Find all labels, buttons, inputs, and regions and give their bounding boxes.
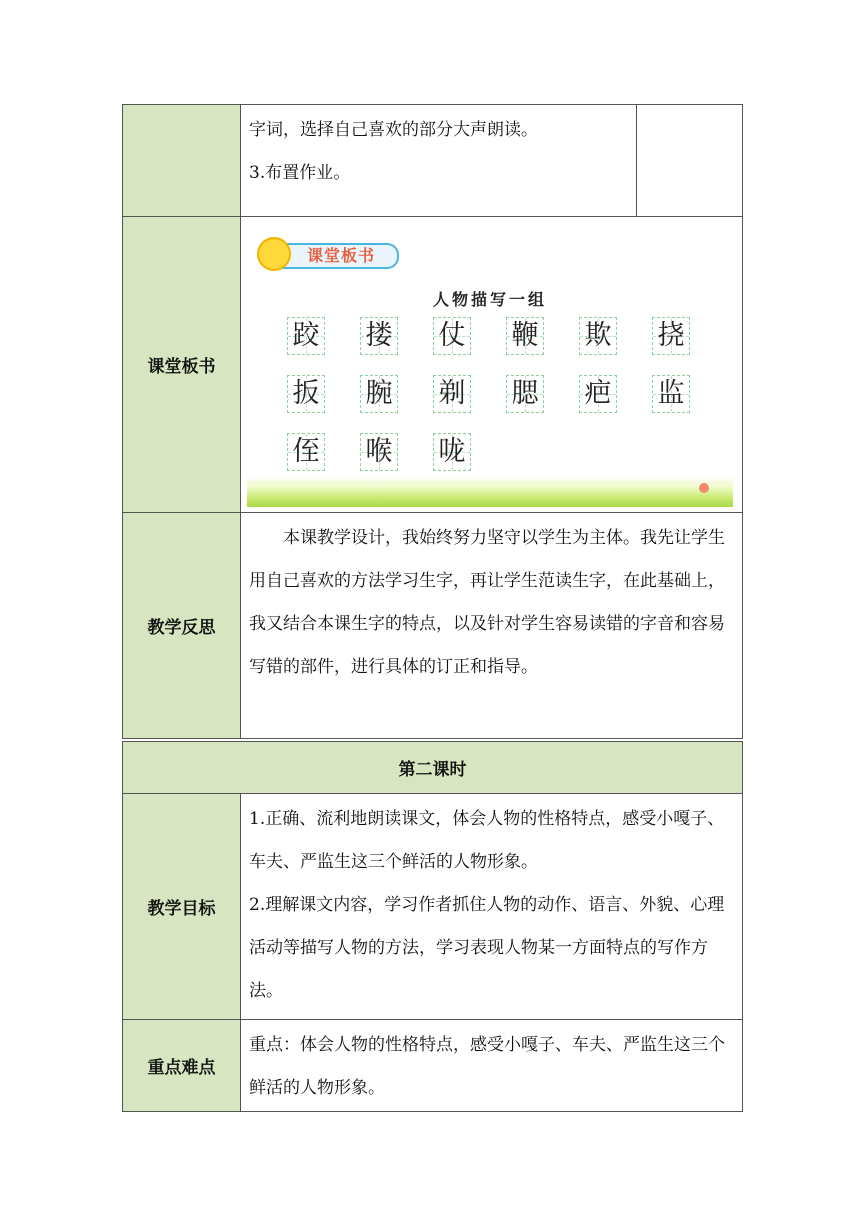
row-label-goals: 教学目标 [123,794,241,1020]
notes-cell [637,105,743,217]
row-label-reflection: 教学反思 [123,513,241,739]
activity-cell [241,105,637,217]
activity-line-2: 3.布置作业。 [249,163,351,183]
character-cell: 剃 [433,375,471,413]
table-row [123,513,743,739]
activity-line-1: 字词，选择自己喜欢的部分大声朗读。 [249,120,538,140]
lesson-table-2 [122,741,743,1112]
sun-icon [257,237,291,271]
reflection-cell [241,513,743,739]
character-row [287,375,727,433]
character-cell: 挠 [652,317,690,355]
character-cell: 监 [652,375,690,413]
table-row [123,794,743,1020]
lesson-table-1 [122,104,743,739]
table-row [123,742,743,794]
grass-decoration [247,485,733,507]
character-cell: 腮 [506,375,544,413]
character-cell: 侄 [287,433,325,471]
row-label-board: 课堂板书 [123,217,241,513]
board-tag [253,229,413,269]
character-row [287,317,727,375]
key-cell [241,1020,743,1112]
table-row [123,217,743,513]
row-label [123,105,241,217]
goals-cell [241,794,743,1020]
board-title: 人物描写一组 [432,290,547,309]
flower-icon [699,483,709,493]
row-label-key: 重点难点 [123,1020,241,1112]
key-text: 重点：体会人物的性格特点，感受小嘎子、车夫、严监生这三个鲜活的人物形象。 [249,1035,725,1098]
character-cell: 鞭 [506,317,544,355]
character-cell: 欺 [579,317,617,355]
section-title: 第二课时 [123,742,743,794]
character-cell: 腕 [360,375,398,413]
goal-item: 1.正确、流利地朗读课文，体会人物的性格特点，感受小嘎子、车夫、严监生这三个鲜活的人物形象。 [249,809,725,872]
reflection-text: 本课教学设计，我始终努力坚守以学生为主体。我先让学生用自己喜欢的方法学习生字，再让学生范读生字，在此基础上，我又结合本课生字的特点，以及针对学生容易读错的字音和容易写错的部件，进行具体的订正和指导。 [249,528,725,677]
character-cell: 咙 [433,433,471,471]
character-cell: 跤 [287,317,325,355]
character-cell: 喉 [360,433,398,471]
table-row [123,1020,743,1112]
character-cell: 扳 [287,375,325,413]
character-grid [287,317,727,491]
table-row [123,105,743,217]
blackboard-image [247,223,733,507]
board-tag-text: 课堂板书 [307,246,376,265]
board-cell [241,217,743,513]
character-cell: 仗 [433,317,471,355]
character-cell: 搂 [360,317,398,355]
goal-item: 2.理解课文内容，学习作者抓住人物的动作、语言、外貌、心理活动等描写人物的方法，学习表现人物某一方面特点的写作方法。 [249,895,725,1001]
character-cell: 疤 [579,375,617,413]
